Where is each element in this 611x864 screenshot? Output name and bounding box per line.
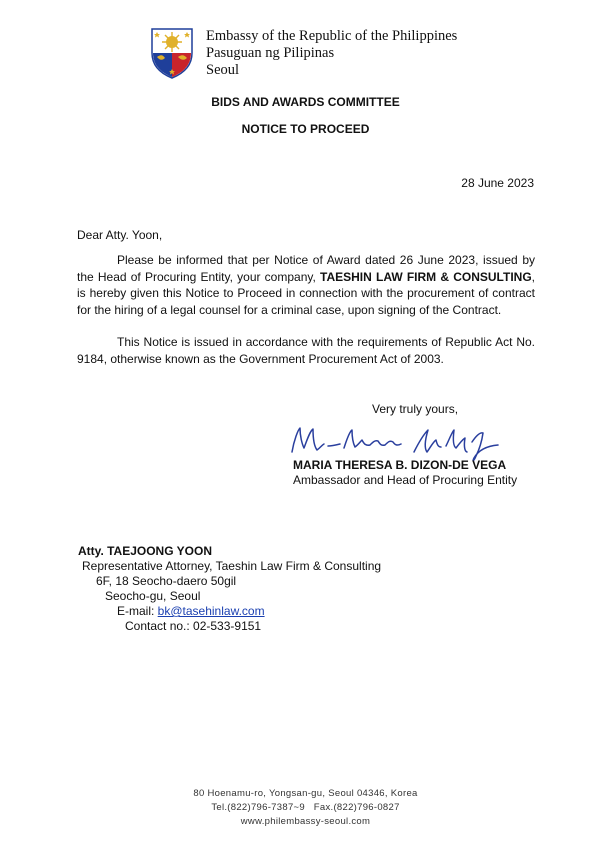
email-link[interactable]: bk@tasehinlaw.com: [157, 604, 265, 618]
subject-heading: NOTICE TO PROCEED: [241, 122, 370, 136]
signatory-title: Ambassador and Head of Procuring Entity: [293, 473, 518, 487]
salutation: Dear Atty. Yoon,: [77, 228, 163, 242]
recipient-email-line: [117, 604, 265, 618]
body-paragraph-1: [77, 252, 535, 318]
email-label: E-mail:: [117, 604, 158, 618]
company-name: TAESHIN LAW FIRM & CONSULTING: [320, 269, 532, 284]
letterhead-line-2: Pasuguan ng Pilipinas: [206, 45, 335, 61]
philippine-coat-of-arms-icon: [147, 23, 197, 79]
recipient-name: Atty. TAEJOONG YOON: [78, 544, 213, 558]
letter-date: 28 June 2023: [461, 176, 534, 190]
paragraph-1-text-end: , is hereby given this Notice to Proceed in connection with the procurement of contract for the hiring of a legal counsel for a criminal case, upon signing of the Contract.: [77, 269, 535, 317]
body-paragraph-2: This Notice is issued in accordance with the requirements of Republic Act No. 9184, otherwise known as the Government Procurement Act of 2003.: [77, 335, 535, 366]
signatory-name: MARIA THERESA B. DIZON-DE VEGA: [293, 458, 507, 472]
committee-heading: BIDS AND AWARDS COMMITTEE: [211, 95, 400, 109]
closing: Very truly yours,: [372, 402, 459, 416]
footer-address: 80 Hoenamu-ro, Yongsan-gu, Seoul 04346, Korea: [193, 788, 418, 799]
footer-website[interactable]: www.philembassy-seoul.com: [240, 816, 371, 827]
recipient-street: 6F, 18 Seocho-daero 50gil: [96, 574, 237, 588]
letterhead-line-3: Seoul: [206, 62, 240, 78]
paragraph-1-text-start: Please be informed that per Notice of Award dated 26 June 2023, issued by the Head of Procuring Entity, your company,: [77, 253, 535, 284]
footer-phones: Tel.(822)796-7387~9 Fax.(822)796-0827: [211, 802, 400, 813]
recipient-district: Seocho-gu, Seoul: [105, 589, 201, 603]
recipient-position: Representative Attorney, Taeshin Law Firm & Consulting: [82, 559, 382, 573]
letterhead-line-1: Embassy of the Republic of the Philippines: [206, 28, 458, 44]
embassy-letterhead: [206, 28, 457, 79]
recipient-contact: Contact no.: 02-533-9151: [125, 619, 262, 633]
